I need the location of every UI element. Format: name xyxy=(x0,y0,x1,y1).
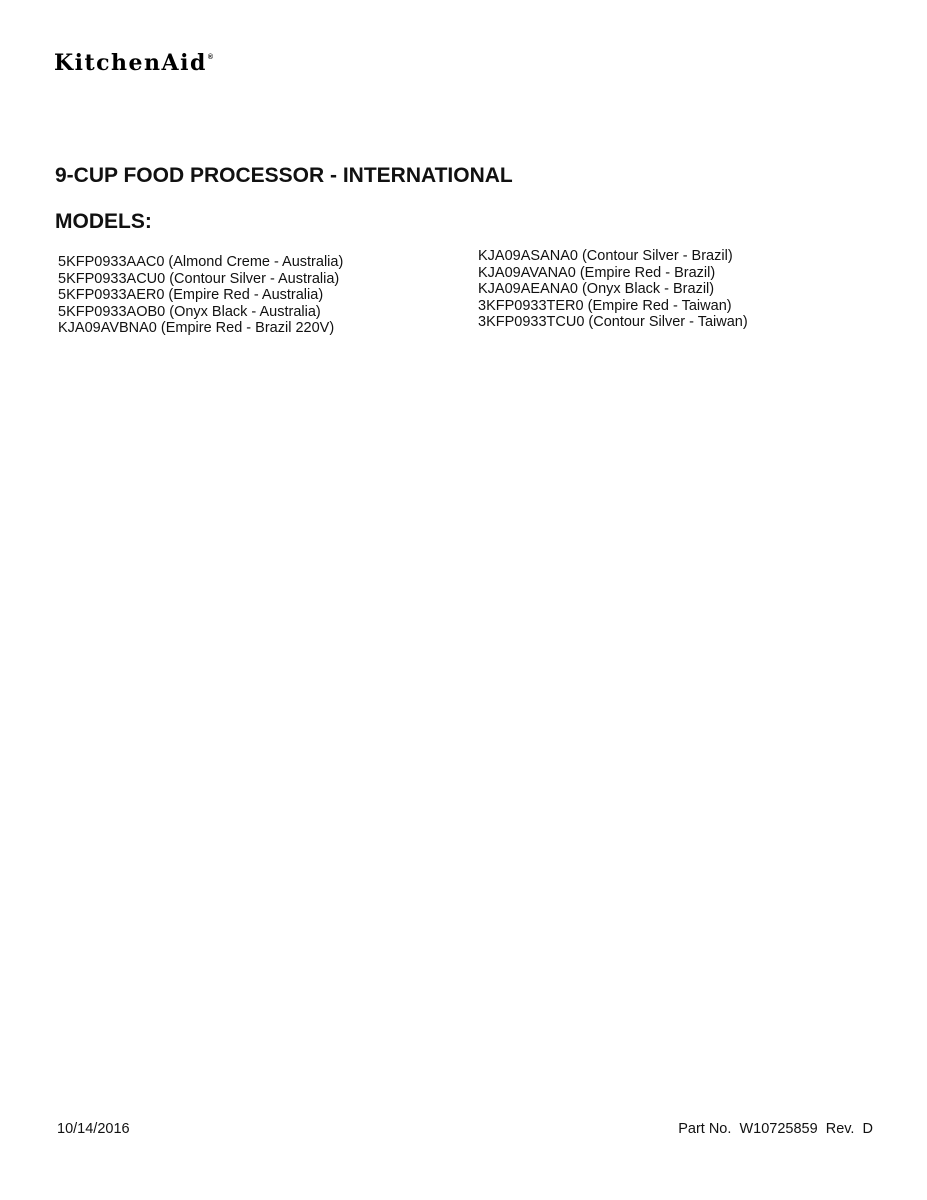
registered-trademark-icon: ® xyxy=(207,54,214,61)
models-list-right xyxy=(478,248,748,331)
model-item: 5KFP0933AOB0 (Onyx Black - Australia) xyxy=(58,303,321,320)
brand-name: KitchenAid xyxy=(54,50,207,76)
model-item: KJA09AVBNA0 (Empire Red - Brazil 220V) xyxy=(58,320,335,337)
brand-logo xyxy=(54,52,213,74)
models-heading: MODELS: xyxy=(55,210,152,233)
footer-date: 10/14/2016 xyxy=(57,1121,130,1137)
model-item: KJA09AEANA0 (Onyx Black - Brazil) xyxy=(478,281,715,298)
model-item: 5KFP0933AAC0 (Almond Creme - Australia) xyxy=(58,254,344,270)
model-item: KJA09ASANA0 (Contour Silver - Brazil) xyxy=(478,248,733,264)
footer-part-number: Part No. W10725859 Rev. D xyxy=(678,1121,873,1137)
model-item: 5KFP0933AER0 (Empire Red - Australia) xyxy=(58,287,324,304)
model-item: KJA09AVANA0 (Empire Red - Brazil) xyxy=(478,264,716,281)
model-item: 3KFP0933TER0 (Empire Red - Taiwan) xyxy=(478,297,732,314)
models-list-left xyxy=(58,254,343,337)
model-item: 5KFP0933ACU0 (Contour Silver - Australia) xyxy=(58,270,340,287)
model-item: 3KFP0933TCU0 (Contour Silver - Taiwan) xyxy=(478,314,748,331)
page-title: 9-CUP FOOD PROCESSOR - INTERNATIONAL xyxy=(55,164,513,187)
